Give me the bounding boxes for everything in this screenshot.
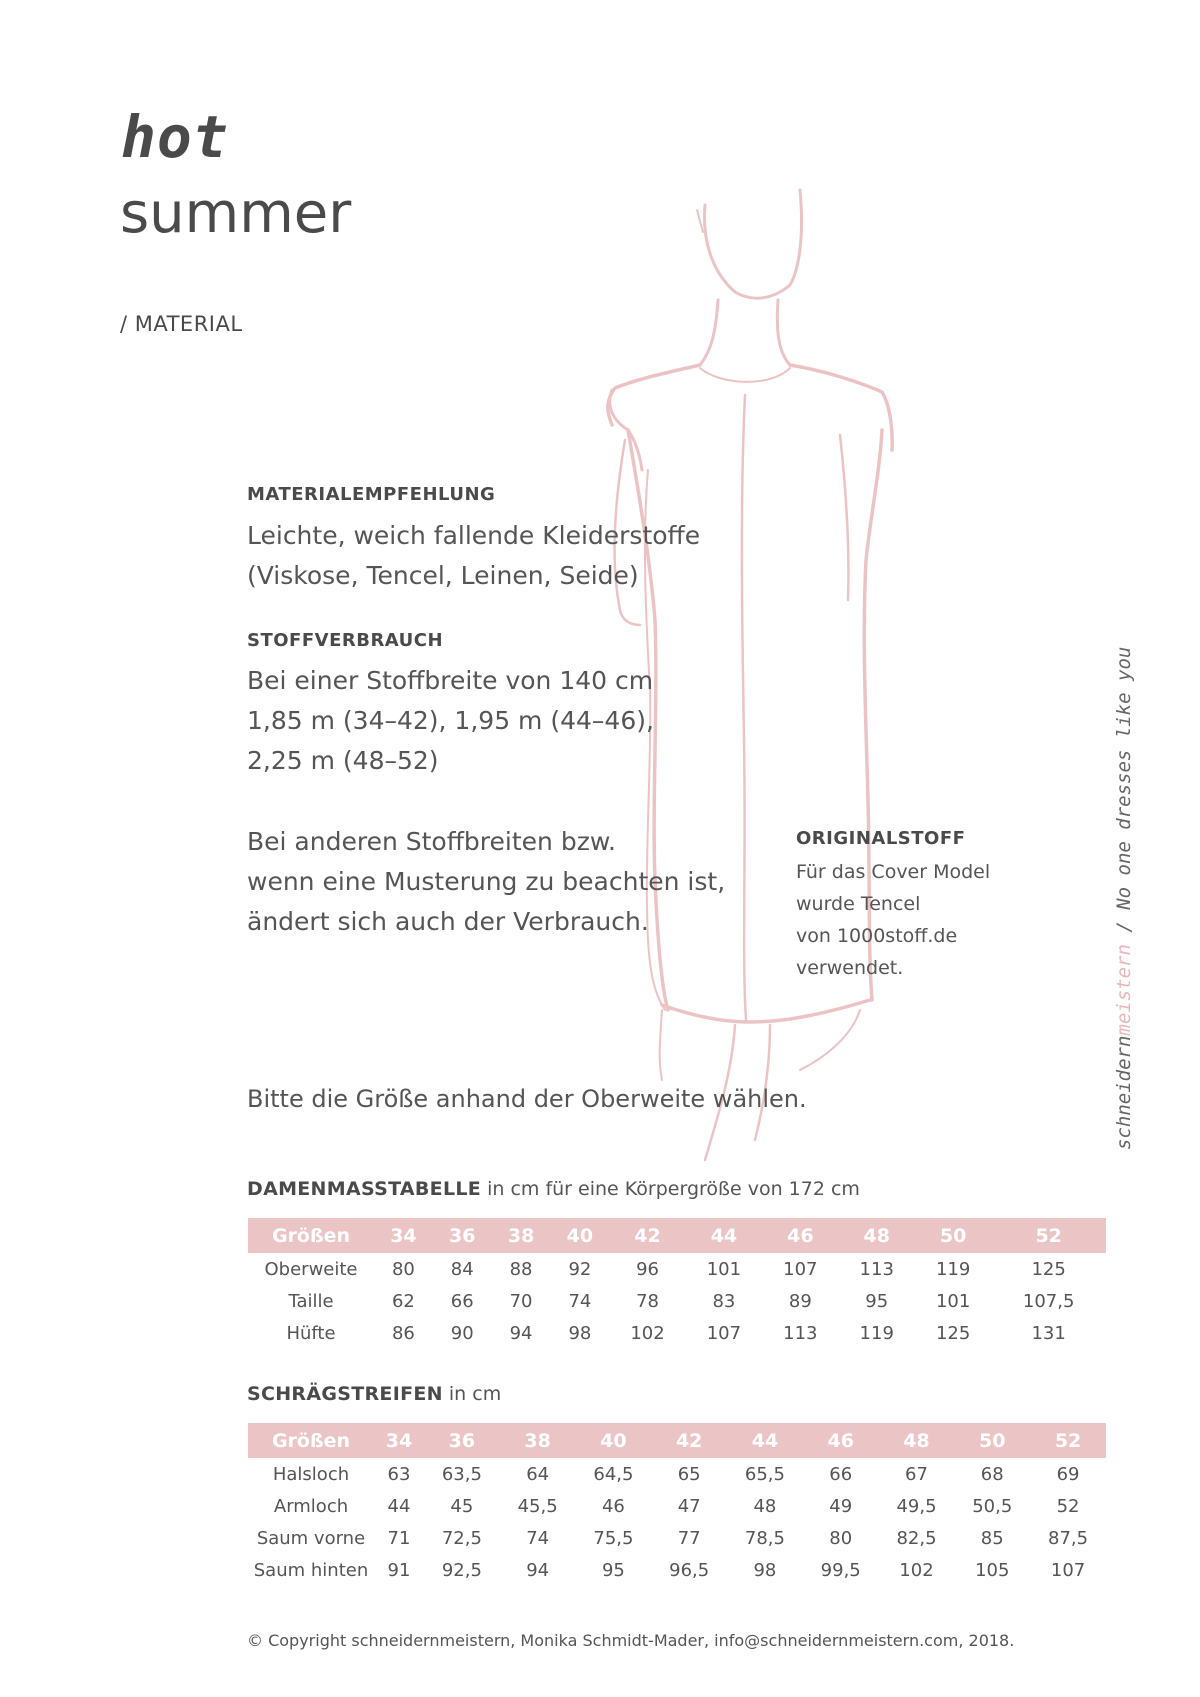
table-cell: 71 bbox=[387, 1527, 411, 1549]
size-table-title-rest: in cm für eine Körpergröße von 172 cm bbox=[481, 1178, 860, 1200]
original-fabric-line: Für das Cover Model bbox=[796, 861, 991, 883]
brand-name-part1: schneidern bbox=[1113, 1035, 1135, 1150]
title-summer: summer bbox=[120, 181, 352, 246]
table-cell: 80 bbox=[391, 1258, 415, 1280]
table-cell: 95 bbox=[601, 1559, 625, 1581]
table-header-size: 52 bbox=[991, 1218, 1106, 1253]
bias-tape-table-title-rest: in cm bbox=[442, 1383, 502, 1405]
table-cell: 85 bbox=[980, 1527, 1004, 1549]
fabric-usage-heading: STOFFVERBRAUCH bbox=[247, 630, 444, 651]
row-label: Halsloch bbox=[272, 1463, 350, 1485]
fabric-usage-line: 1,85 m (34–42), 1,95 m (44–46), bbox=[247, 706, 654, 735]
other-widths-text bbox=[247, 822, 725, 942]
table-cell: 131 bbox=[1031, 1322, 1066, 1344]
original-fabric-heading: ORIGINALSTOFF bbox=[796, 828, 966, 849]
row-label: Oberweite bbox=[264, 1258, 358, 1280]
size-table bbox=[248, 1218, 1106, 1349]
table-cell: 63 bbox=[387, 1463, 411, 1485]
table-header-size: 44 bbox=[727, 1423, 803, 1458]
table-cell: 72,5 bbox=[441, 1527, 482, 1549]
table-cell: 119 bbox=[859, 1322, 894, 1344]
fabric-usage-text bbox=[247, 661, 654, 781]
table-cell: 50,5 bbox=[972, 1495, 1013, 1517]
material-line: Leichte, weich fallende Kleiderstoffe bbox=[247, 521, 701, 550]
size-hint: Bitte die Größe anhand der Oberweite wählen. bbox=[247, 1085, 807, 1113]
table-cell: 88 bbox=[509, 1258, 533, 1280]
table-header-size: 38 bbox=[492, 1218, 551, 1253]
bias-tape-table bbox=[248, 1423, 1106, 1586]
row-label: Hüfte bbox=[286, 1322, 336, 1344]
title-hot: hot bbox=[121, 103, 229, 171]
table-cell: 89 bbox=[788, 1290, 812, 1312]
table-cell: 82,5 bbox=[896, 1527, 937, 1549]
table-cell: 80 bbox=[829, 1527, 853, 1549]
table-header-label: Größen bbox=[248, 1423, 374, 1458]
table-header-size: 40 bbox=[576, 1423, 652, 1458]
table-header-size: 34 bbox=[374, 1218, 433, 1253]
table-cell: 94 bbox=[509, 1322, 533, 1344]
original-fabric-line: verwendet. bbox=[796, 957, 904, 979]
table-header-size: 50 bbox=[954, 1423, 1030, 1458]
table-cell: 96,5 bbox=[669, 1559, 710, 1581]
table-cell: 98 bbox=[753, 1559, 777, 1581]
original-fabric-line: von 1000stoff.de bbox=[796, 925, 958, 947]
table-cell: 101 bbox=[706, 1258, 742, 1280]
table-cell: 66 bbox=[450, 1290, 474, 1312]
table-cell: 125 bbox=[1031, 1258, 1066, 1280]
table-header-size: 48 bbox=[839, 1218, 915, 1253]
size-table-title-bold: DAMENMASSTABELLE bbox=[247, 1178, 482, 1200]
table-cell: 91 bbox=[387, 1559, 411, 1581]
fabric-usage-line: Bei einer Stoffbreite von 140 cm bbox=[247, 666, 654, 695]
bias-tape-table-title-bold: SCHRÄGSTREIFEN bbox=[247, 1383, 443, 1405]
table-header-size: 42 bbox=[609, 1218, 685, 1253]
table-cell: 52 bbox=[1056, 1495, 1080, 1517]
table-header-size: 46 bbox=[803, 1423, 879, 1458]
table-cell: 86 bbox=[391, 1322, 415, 1344]
table-row bbox=[248, 1490, 1106, 1522]
table-header-size: 36 bbox=[433, 1218, 492, 1253]
table-cell: 92,5 bbox=[441, 1559, 482, 1581]
table-cell: 83 bbox=[712, 1290, 736, 1312]
table-cell: 75,5 bbox=[593, 1527, 634, 1549]
table-header-row bbox=[248, 1218, 1106, 1253]
table-cell: 98 bbox=[568, 1322, 592, 1344]
table-cell: 107 bbox=[783, 1258, 818, 1280]
brand-tagline bbox=[1113, 647, 1135, 1150]
row-label: Saum hinten bbox=[253, 1559, 369, 1581]
material-line: (Viskose, Tencel, Leinen, Seide) bbox=[247, 561, 639, 590]
table-cell: 99,5 bbox=[820, 1559, 861, 1581]
brand-name-part2: meistern bbox=[1113, 944, 1135, 1036]
copyright-notice: © Copyright schneidernmeistern, Monika Schmidt-Mader, info@schneidernmeistern.com, 2018. bbox=[247, 1631, 1015, 1650]
table-cell: 67 bbox=[905, 1463, 928, 1485]
table-cell: 102 bbox=[630, 1322, 665, 1344]
table-cell: 119 bbox=[935, 1258, 971, 1280]
table-header-size: 40 bbox=[550, 1218, 609, 1253]
row-label: Armloch bbox=[273, 1495, 349, 1517]
table-row bbox=[248, 1458, 1106, 1490]
table-header-size: 34 bbox=[374, 1423, 424, 1458]
table-cell: 63,5 bbox=[441, 1463, 482, 1485]
table-row bbox=[248, 1285, 1106, 1317]
table-cell: 94 bbox=[526, 1559, 550, 1581]
table-cell: 90 bbox=[450, 1322, 474, 1344]
table-header-size: 46 bbox=[762, 1218, 838, 1253]
fabric-usage-line: 2,25 m (48–52) bbox=[247, 746, 439, 775]
table-header-size: 48 bbox=[879, 1423, 955, 1458]
table-header-size: 52 bbox=[1030, 1423, 1106, 1458]
table-cell: 68 bbox=[980, 1463, 1004, 1485]
table-cell: 49,5 bbox=[896, 1495, 937, 1517]
material-heading: MATERIALEMPFEHLUNG bbox=[247, 484, 496, 505]
table-cell: 70 bbox=[509, 1290, 533, 1312]
table-cell: 74 bbox=[568, 1290, 592, 1312]
table-cell: 45,5 bbox=[517, 1495, 558, 1517]
table-cell: 64 bbox=[526, 1463, 550, 1485]
other-widths-line: Bei anderen Stoffbreiten bzw. bbox=[247, 827, 616, 856]
table-cell: 113 bbox=[783, 1322, 818, 1344]
table-header-size: 50 bbox=[915, 1218, 991, 1253]
table-row bbox=[248, 1522, 1106, 1554]
table-cell: 107 bbox=[706, 1322, 742, 1344]
table-cell: 48 bbox=[753, 1495, 777, 1517]
table-cell: 113 bbox=[859, 1258, 894, 1280]
table-cell: 66 bbox=[829, 1463, 853, 1485]
table-header-row bbox=[248, 1423, 1106, 1458]
table-cell: 105 bbox=[975, 1559, 1010, 1581]
other-widths-line: wenn eine Musterung zu beachten ist, bbox=[247, 867, 726, 896]
original-fabric-text bbox=[796, 856, 990, 984]
table-cell: 45 bbox=[450, 1495, 474, 1517]
table-cell: 69 bbox=[1056, 1463, 1080, 1485]
table-cell: 62 bbox=[391, 1290, 415, 1312]
table-cell: 102 bbox=[899, 1559, 934, 1581]
table-cell: 84 bbox=[450, 1258, 474, 1280]
material-text bbox=[247, 516, 700, 596]
bias-tape-table-title bbox=[247, 1383, 501, 1405]
table-row bbox=[248, 1253, 1106, 1285]
table-cell: 78 bbox=[636, 1290, 659, 1312]
size-table-title bbox=[247, 1178, 860, 1200]
table-cell: 44 bbox=[387, 1495, 411, 1517]
row-label: Taille bbox=[288, 1290, 334, 1312]
table-cell: 107 bbox=[1050, 1559, 1086, 1581]
tagline-text: / No one dresses like you bbox=[1113, 646, 1135, 945]
original-fabric-line: wurde Tencel bbox=[796, 893, 921, 915]
section-label: / MATERIAL bbox=[120, 312, 243, 336]
table-header-size: 42 bbox=[651, 1423, 727, 1458]
table-cell: 96 bbox=[636, 1258, 659, 1280]
table-cell: 64,5 bbox=[593, 1463, 634, 1485]
table-header-size: 36 bbox=[424, 1423, 500, 1458]
table-cell: 65,5 bbox=[744, 1463, 785, 1485]
table-cell: 87,5 bbox=[1048, 1527, 1089, 1549]
table-header-label: Größen bbox=[248, 1218, 374, 1253]
table-row bbox=[248, 1317, 1106, 1349]
table-header-size: 38 bbox=[500, 1423, 576, 1458]
table-cell: 65 bbox=[677, 1463, 701, 1485]
table-cell: 92 bbox=[568, 1258, 592, 1280]
table-cell: 101 bbox=[935, 1290, 971, 1312]
table-cell: 77 bbox=[677, 1527, 701, 1549]
other-widths-line: ändert sich auch der Verbrauch. bbox=[247, 907, 649, 936]
table-cell: 95 bbox=[865, 1290, 889, 1312]
table-cell: 46 bbox=[601, 1495, 625, 1517]
row-label: Saum vorne bbox=[256, 1527, 366, 1549]
table-cell: 125 bbox=[935, 1322, 971, 1344]
table-cell: 78,5 bbox=[744, 1527, 785, 1549]
table-cell: 107,5 bbox=[1022, 1290, 1075, 1312]
table-cell: 49 bbox=[829, 1495, 853, 1517]
table-cell: 47 bbox=[677, 1495, 701, 1517]
table-cell: 74 bbox=[526, 1527, 550, 1549]
table-header-size: 44 bbox=[686, 1218, 762, 1253]
table-row bbox=[248, 1554, 1106, 1586]
